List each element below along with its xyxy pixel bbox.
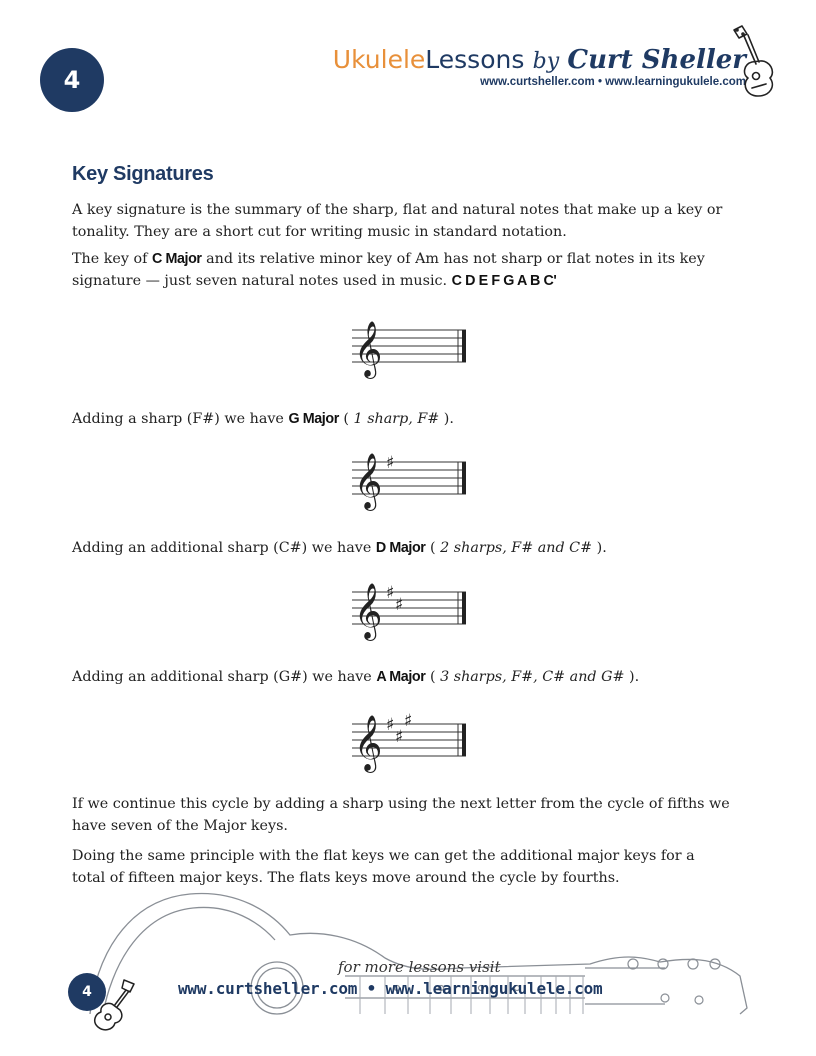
page-number-badge [40, 48, 104, 112]
d-major-key: D Major [375, 540, 426, 556]
footer-urls[interactable]: www.curtsheller.com • www.learningukulele.com [178, 979, 603, 998]
a-major-detail: 3 sharps, F#, C# and G# [440, 669, 625, 685]
d-major-paragraph: Adding an additional sharp (C#) we have D Major ( 2 sharps, F# and C# ). [72, 540, 607, 556]
treble-clef-icon: 𝄞 [354, 583, 383, 639]
flats-paragraph: Doing the same principle with the flat keys we can get the additional major keys for a total of fifteen major keys. The flats keys move around the cycle by fourths. [72, 848, 695, 886]
sharp-c-icon: ♯ [395, 727, 404, 747]
header-urls: www.curtsheller.com • www.learningukulele.com [480, 76, 746, 88]
section-title: Key Signatures [72, 163, 214, 185]
ukulele-icon [730, 24, 780, 100]
cycle-paragraph: If we continue this cycle by adding a sharp using the next letter from the cycle of fifths we have seven of the Major keys. [72, 796, 730, 834]
page-number: 4 [63, 66, 81, 94]
brand-lessons: Lessons [425, 45, 525, 74]
footer-ukulele-icon [86, 976, 144, 1034]
treble-clef-icon: 𝄞 [354, 453, 383, 509]
brand-logo [333, 44, 746, 88]
treble-clef-icon: 𝄞 [354, 321, 383, 377]
staff-d-major [352, 575, 470, 641]
sharp-f-icon: ♯ [386, 453, 395, 473]
footer-visit-text: for more lessons visit [338, 958, 501, 976]
sharp-g-icon: ♯ [404, 711, 413, 731]
c-major-notes: C D E F G A B C' [451, 273, 557, 289]
sharp-f-icon: ♯ [386, 715, 395, 735]
brand-by: by [532, 49, 560, 74]
brand-ukulele: Ukulele [332, 45, 426, 74]
d-major-detail: 2 sharps, F# and C# [440, 540, 593, 556]
brand-author: Curt Sheller [567, 45, 746, 75]
g-major-paragraph: Adding a sharp (F#) we have G Major ( 1 sharp, F# ). [72, 411, 454, 427]
c-major-key: C Major [151, 251, 202, 267]
sharp-f-icon: ♯ [386, 583, 395, 603]
a-major-paragraph: Adding an additional sharp (G#) we have A Major ( 3 sharps, F#, C# and G# ). [72, 669, 640, 685]
staff-a-major [352, 707, 470, 773]
staff-c-major [352, 313, 470, 379]
g-major-key: G Major [288, 411, 339, 427]
g-major-detail: 1 sharp, F# [353, 411, 440, 427]
staff-g-major [352, 445, 470, 511]
brand-title [333, 44, 746, 78]
intro-paragraph: A key signature is the summary of the sharp, flat and natural notes that make up a key or tonality. They are a short cut for writing music in standard notation. [72, 202, 723, 240]
treble-clef-icon: 𝄞 [354, 715, 383, 771]
a-major-key: A Major [376, 669, 426, 685]
c-major-paragraph: The key of C Major and its relative minor key of Am has not sharp or flat notes in its key signature — just seven natural notes used in music. C D E F G A B C' [72, 251, 705, 289]
sharp-c-icon: ♯ [395, 595, 404, 615]
footer-page-number: 4 [82, 984, 92, 1000]
